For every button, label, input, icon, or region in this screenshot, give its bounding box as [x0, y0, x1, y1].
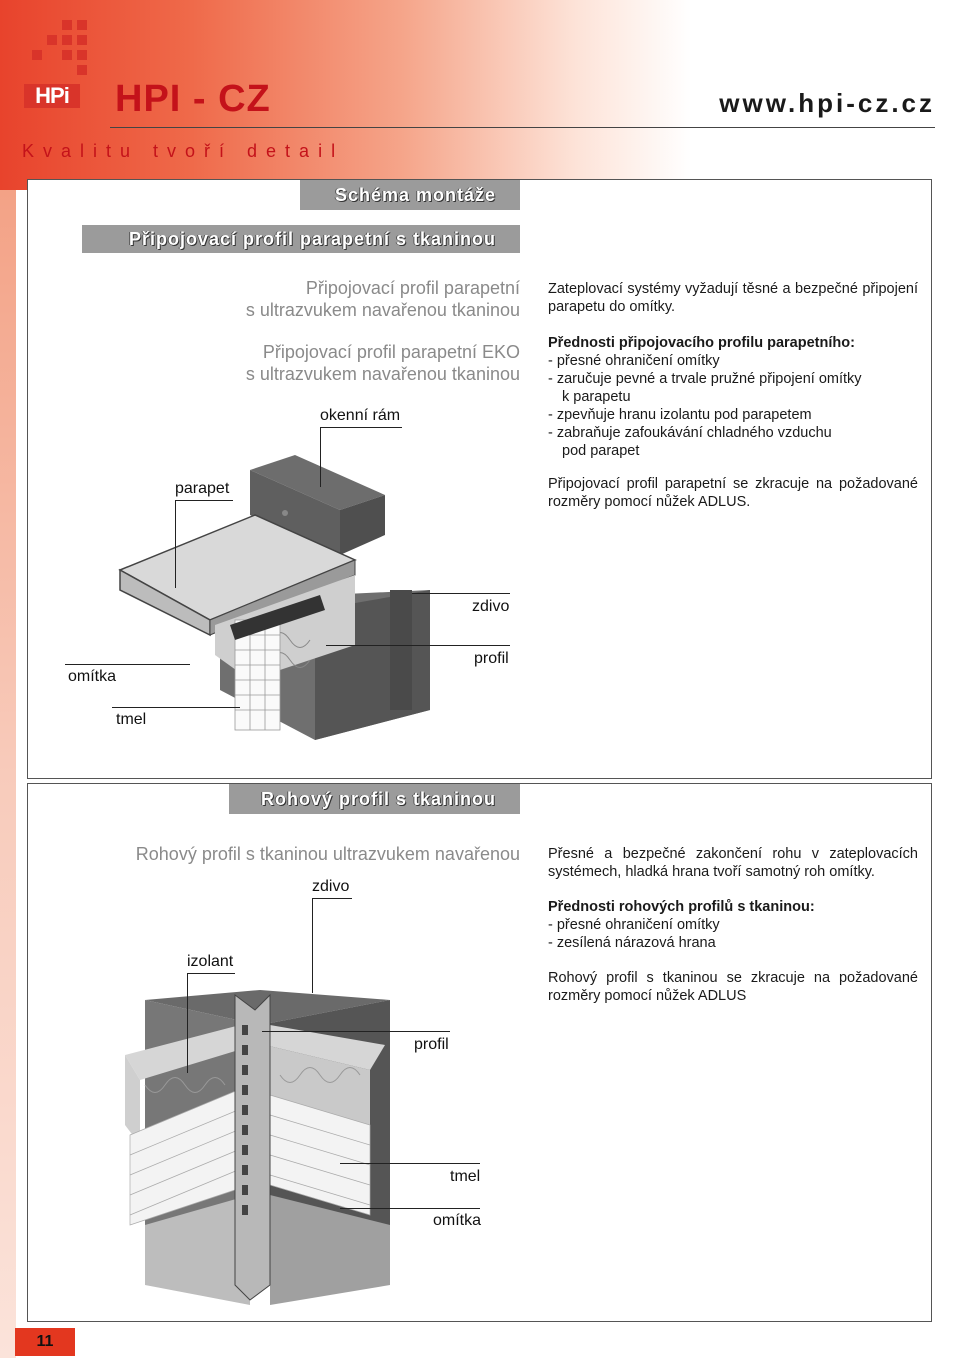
label-zdivo-2: zdivo [312, 878, 350, 895]
title-line: Připojovací profil parapetní EKO [262, 342, 520, 362]
leader-line [340, 1208, 480, 1209]
intro-text-1: Zateplovací systémy vyžadují těsné a bezpečné připojení parapetu do omítky. [548, 281, 918, 315]
bar-corner-profile: Rohový profil s tkaninou [229, 784, 520, 814]
brand-name: HPI - CZ [115, 78, 271, 120]
label-okenni-ram: okenní rám [320, 407, 401, 424]
label-profil-2: profil [414, 1036, 449, 1053]
advantage-item: - zabraňuje zafoukávání chladného vzduchu [548, 425, 832, 441]
page-number: 11 [15, 1328, 75, 1356]
advantage-item: - přesné ohraničení omítky [548, 917, 720, 933]
label-tmel: tmel [116, 711, 147, 728]
parapet-diagram [100, 440, 460, 760]
note-text-1: Připojovací profil parapetní se zkracuje na požadované rozměry pomocí nůžek ADLUS. [548, 476, 918, 510]
label-izolant: izolant [187, 953, 234, 970]
leader-line [187, 973, 188, 1073]
label-omitka-2: omítka [433, 1212, 482, 1229]
note-text-2: Rohový profil s tkaninou se zkracuje na požadované rozměry pomocí nůžek ADLUS [548, 970, 918, 1004]
bar-parapet-profile: Připojovací profil parapetní s tkaninou [82, 225, 520, 253]
tagline: Kvalitu tvoří detail [22, 141, 345, 161]
title-line: Připojovací profil parapetní [305, 278, 520, 298]
leader-line [340, 1163, 480, 1164]
advantage-item: pod parapet [562, 443, 640, 459]
leader-line [412, 593, 510, 594]
advantages-block-2 [548, 898, 918, 952]
leader-line [187, 973, 235, 974]
leader-line [175, 500, 233, 501]
title-parapet-profile-eko [246, 341, 520, 385]
advantages-block-1 [548, 334, 918, 460]
intro-text-2: Přesné a bezpečné zakončení rohu v zateplovacích systémech, hladká hrana tvoří samotný roh omítky. [548, 846, 918, 880]
website-url[interactable]: www.hpi-cz.cz [719, 88, 935, 118]
title-line: s ultrazvukem navařenou tkaninou [245, 300, 520, 320]
advantage-item: - zesílená nárazová hrana [548, 935, 716, 951]
label-zdivo: zdivo [472, 598, 510, 615]
label-profil: profil [474, 650, 509, 667]
leader-line [175, 500, 176, 588]
title-line: s ultrazvukem navařenou tkaninou [245, 364, 520, 384]
leader-line [262, 1031, 450, 1032]
advantages-title-1: Přednosti připojovacího profilu parapetního: [548, 335, 855, 351]
advantage-item: - přesné ohraničení omítky [548, 353, 720, 369]
advantage-item: - zaručuje pevné a trvale pružné připojení omítky [548, 371, 862, 387]
leader-line [320, 427, 321, 487]
leader-line [326, 645, 510, 646]
label-omitka: omítka [68, 668, 117, 685]
header-divider [110, 127, 935, 128]
leader-line [312, 898, 352, 899]
leader-line [320, 427, 402, 428]
title-parapet-profile [246, 277, 520, 321]
side-strip [0, 190, 16, 1358]
leader-line [112, 707, 240, 708]
leader-line [65, 664, 190, 665]
logo: HPi [24, 84, 80, 108]
label-parapet: parapet [175, 480, 230, 497]
leader-line [312, 898, 313, 993]
advantages-title-2: Přednosti rohových profilů s tkaninou: [548, 899, 815, 915]
advantage-item: - zpevňuje hranu izolantu pod parapetem [548, 407, 812, 423]
label-tmel-2: tmel [450, 1168, 481, 1185]
corner-diagram [120, 985, 420, 1315]
advantage-item: k parapetu [562, 389, 631, 405]
title-corner-profile: Rohový profil s tkaninou ultrazvukem navařenou [135, 844, 520, 864]
bar-schema-montaze: Schéma montáže [300, 180, 520, 210]
